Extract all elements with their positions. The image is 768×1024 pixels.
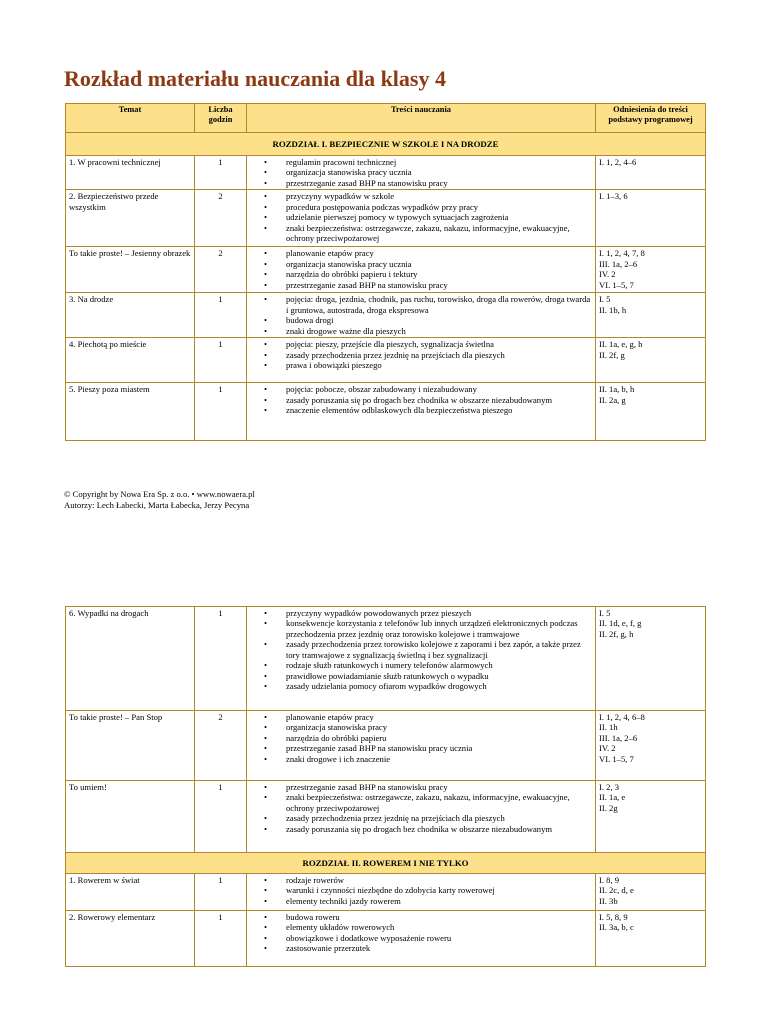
- content-item: • zasady udzielania pomocy ofiarom wypadków drogowych: [286, 681, 592, 691]
- content-item: • pojęcia: pieszy, przejście dla pieszych, sygnalizacja świetlna: [286, 339, 592, 349]
- content-item: • przestrzeganie zasad BHP na stanowisku pracy: [286, 178, 592, 188]
- table-row: [66, 874, 706, 911]
- reference-line: II. 2g: [599, 802, 618, 813]
- reference-line: II. 1a, b, h: [599, 384, 635, 395]
- reference-line: II. 1b, h: [599, 304, 627, 315]
- row-content: [247, 781, 596, 853]
- table-row: [66, 338, 706, 383]
- content-item: • pojęcia: pobocze, obszar zabudowany i niezabudowany: [286, 384, 592, 394]
- reference-line: III. 1a, 2–6: [599, 732, 638, 743]
- content-item: • znaki bezpieczeństwa: ostrzegawcze, zakazu, nakazu, informacyjne, ewakuacyjne, ochrony przeciwpożarowej: [286, 223, 592, 244]
- content-item: • prawidłowe powiadamianie służb ratunkowych o wypadku: [286, 671, 592, 681]
- row-topic: 4. Piechotą po mieście: [66, 338, 195, 383]
- table-row: [66, 293, 706, 338]
- table-row: [66, 383, 706, 441]
- content-item: • organizacja stanowiska pracy ucznia: [286, 259, 592, 269]
- reference-line: II. 2c, d, e: [599, 885, 634, 896]
- content-item: • zasady poruszania się po drogach bez chodnika w obszarze niezabudowanym: [286, 395, 592, 405]
- table-row: [66, 781, 706, 853]
- content-item: • zasady przechodzenia przez jezdnię na przejściach dla pieszych: [286, 813, 592, 823]
- row-reference: [596, 156, 706, 190]
- row-hours: 1: [195, 383, 247, 441]
- row-reference: [596, 247, 706, 293]
- table-row: [66, 911, 706, 967]
- row-topic: 3. Na drodze: [66, 293, 195, 338]
- row-hours: 1: [195, 156, 247, 190]
- reference-line: I. 5: [599, 294, 611, 305]
- row-topic: To takie proste! – Pan Stop: [66, 711, 195, 781]
- row-content: [247, 607, 596, 711]
- row-content: [247, 156, 596, 190]
- row-reference: [596, 338, 706, 383]
- table-row: [66, 711, 706, 781]
- row-content: [247, 338, 596, 383]
- header-hours: Liczba godzin: [195, 104, 247, 133]
- content-item: • zasady poruszania się po drogach bez chodnika w obszarze niezabudowanym: [286, 824, 592, 834]
- reference-line: I. 8, 9: [599, 875, 620, 885]
- row-reference: [596, 293, 706, 338]
- table-row: [66, 607, 706, 711]
- content-item: • narzędzia do obróbki papieru: [286, 733, 592, 743]
- content-item: • procedura postępowania podczas wypadków przy pracy: [286, 202, 592, 212]
- content-item: • przyczyny wypadków powodowanych przez pieszych: [286, 608, 592, 618]
- table-row: [66, 190, 706, 247]
- row-topic: 6. Wypadki na drogach: [66, 607, 195, 711]
- content-item: • przyczyny wypadków w szkole: [286, 191, 592, 201]
- content-item: • warunki i czynności niezbędne do zdobycia karty rowerowej: [286, 885, 592, 895]
- section-heading: ROZDZIAŁ I. BEZPIECZNIE W SZKOLE I NA DRODZE: [66, 133, 706, 156]
- content-item: • elementy układów rowerowych: [286, 922, 592, 932]
- page-title: Rozkład materiału nauczania dla klasy 4: [64, 66, 446, 91]
- header-reference: Odniesienia do treści podstawy programowej: [596, 104, 706, 133]
- content-item: • zasady przechodzenia przez torowisko kolejowe z zaporami i bez zapór, a także przez tory tramwajowe z sygnalizacją świetlną i bez sygnalizacji: [286, 639, 592, 660]
- content-item: • udzielanie pierwszej pomocy w typowych sytuacjach zagrożenia: [286, 212, 592, 222]
- reference-line: VI. 1–5, 7: [599, 279, 634, 290]
- content-item: • elementy techniki jazdy rowerem: [286, 896, 592, 906]
- content-item: • zastosowanie przerzutek: [286, 943, 592, 953]
- row-content: [247, 190, 596, 247]
- row-reference: [596, 781, 706, 853]
- row-hours: 1: [195, 607, 247, 711]
- authors-line: Autorzy: Lech Łabecki, Marta Łabecka, Jerzy Pecyna: [64, 499, 250, 510]
- row-content: [247, 911, 596, 967]
- reference-line: I. 5: [599, 608, 611, 618]
- copyright-line: © Copyright by Nowa Era Sp. z o.o. • www.nowaera.pl: [64, 489, 255, 499]
- footer: [64, 489, 255, 510]
- content-item: • przestrzeganie zasad BHP na stanowisku pracy: [286, 280, 592, 290]
- row-reference: [596, 383, 706, 441]
- row-hours: 1: [195, 781, 247, 853]
- content-item: • organizacja stanowiska pracy ucznia: [286, 167, 592, 177]
- row-hours: 1: [195, 338, 247, 383]
- row-hours: 2: [195, 247, 247, 293]
- section-heading: ROZDZIAŁ II. ROWEREM I NIE TYLKO: [66, 853, 706, 874]
- row-hours: 1: [195, 293, 247, 338]
- row-topic: 1. W pracowni technicznej: [66, 156, 195, 190]
- content-item: • konsekwencje korzystania z telefonów lub innych urządzeń elektronicznych podczas przechodzenia przez jezdnię oraz torowisko kolejowe i tramwajowe: [286, 618, 592, 639]
- content-item: • znaczenie elementów odblaskowych dla bezpieczeństwa pieszego: [286, 405, 592, 415]
- reference-line: I. 5, 8, 9: [599, 912, 628, 922]
- content-item: • rodzaje służb ratunkowych i numery telefonów alarmowych: [286, 660, 592, 670]
- header-topic: Temat: [66, 104, 195, 133]
- content-item: • obowiązkowe i dodatkowe wyposażenie roweru: [286, 933, 592, 943]
- row-reference: [596, 607, 706, 711]
- row-topic: 1. Rowerem w świat: [66, 874, 195, 911]
- reference-line: II. 3b: [599, 895, 618, 906]
- content-item: • narzędzia do obróbki papieru i tektury: [286, 269, 592, 279]
- reference-line: II. 1a, e, g, h: [599, 339, 643, 350]
- reference-line: VI. 1–5, 7: [599, 753, 634, 764]
- row-topic: To umiem!: [66, 781, 195, 853]
- reference-line: I. 1, 2, 4, 7, 8: [599, 248, 645, 259]
- table-row: [66, 247, 706, 293]
- reference-line: I. 1–3, 6: [599, 191, 628, 202]
- row-reference: [596, 711, 706, 781]
- content-item: • budowa roweru: [286, 912, 592, 922]
- row-content: [247, 383, 596, 441]
- reference-line: I. 2, 3: [599, 782, 620, 792]
- reference-line: II. 2a, g: [599, 394, 626, 405]
- row-hours: 2: [195, 711, 247, 781]
- content-item: • zasady przechodzenia przez jezdnię na przejściach dla pieszych: [286, 350, 592, 360]
- row-reference: [596, 874, 706, 911]
- reference-line: IV. 2: [599, 269, 616, 280]
- reference-line: II. 1h: [599, 722, 618, 733]
- row-hours: 1: [195, 911, 247, 967]
- row-topic: 5. Pieszy poza miastem: [66, 383, 195, 441]
- header-content: Treści nauczania: [247, 104, 596, 133]
- content-item: • budowa drogi: [286, 315, 592, 325]
- row-content: [247, 711, 596, 781]
- content-item: • regulamin pracowni technicznej: [286, 157, 592, 167]
- content-item: • rodzaje rowerów: [286, 875, 592, 885]
- row-content: [247, 293, 596, 338]
- content-item: • planowanie etapów pracy: [286, 712, 592, 722]
- reference-line: II. 1d, e, f, g: [599, 618, 642, 629]
- reference-line: I. 1, 2, 4–6: [599, 157, 637, 167]
- reference-line: IV. 2: [599, 743, 616, 754]
- row-hours: 2: [195, 190, 247, 247]
- row-hours: 1: [195, 874, 247, 911]
- row-topic: 2. Rowerowy elementarz: [66, 911, 195, 967]
- curriculum-table-1: [65, 103, 706, 441]
- table-row: [66, 156, 706, 190]
- row-topic: 2. Bezpieczeństwo przede wszystkim: [66, 190, 195, 247]
- row-content: [247, 874, 596, 911]
- reference-line: II. 1a, e: [599, 792, 626, 803]
- content-item: • przestrzeganie zasad BHP na stanowisku pracy ucznia: [286, 743, 592, 753]
- content-item: • znaki drogowe i ich znaczenie: [286, 754, 592, 764]
- row-reference: [596, 190, 706, 247]
- reference-line: II. 2f, g: [599, 349, 625, 360]
- curriculum-table-2: [65, 606, 706, 967]
- reference-line: II. 3a, b, c: [599, 922, 634, 933]
- reference-line: II. 2f, g, h: [599, 628, 634, 639]
- content-item: • znaki bezpieczeństwa: ostrzegawcze, zakazu, nakazu, informacyjne, ewakuacyjne, ochrony przeciwpożarowej: [286, 792, 592, 813]
- content-item: • przestrzeganie zasad BHP na stanowisku pracy: [286, 782, 592, 792]
- reference-line: III. 1a, 2–6: [599, 258, 638, 269]
- row-topic: To takie proste! – Jesienny obrazek: [66, 247, 195, 293]
- content-item: • planowanie etapów pracy: [286, 248, 592, 258]
- row-content: [247, 247, 596, 293]
- reference-line: I. 1, 2, 4, 6–8: [599, 712, 645, 722]
- content-item: • prawa i obowiązki pieszego: [286, 360, 592, 370]
- content-item: • organizacja stanowiska pracy: [286, 722, 592, 732]
- row-reference: [596, 911, 706, 967]
- content-item: • pojęcia: droga, jezdnia, chodnik, pas ruchu, torowisko, droga dla rowerów, droga twarda i gruntowa, autostrada, droga ekspresowa: [286, 294, 592, 315]
- content-item: • znaki drogowe ważne dla pieszych: [286, 326, 592, 336]
